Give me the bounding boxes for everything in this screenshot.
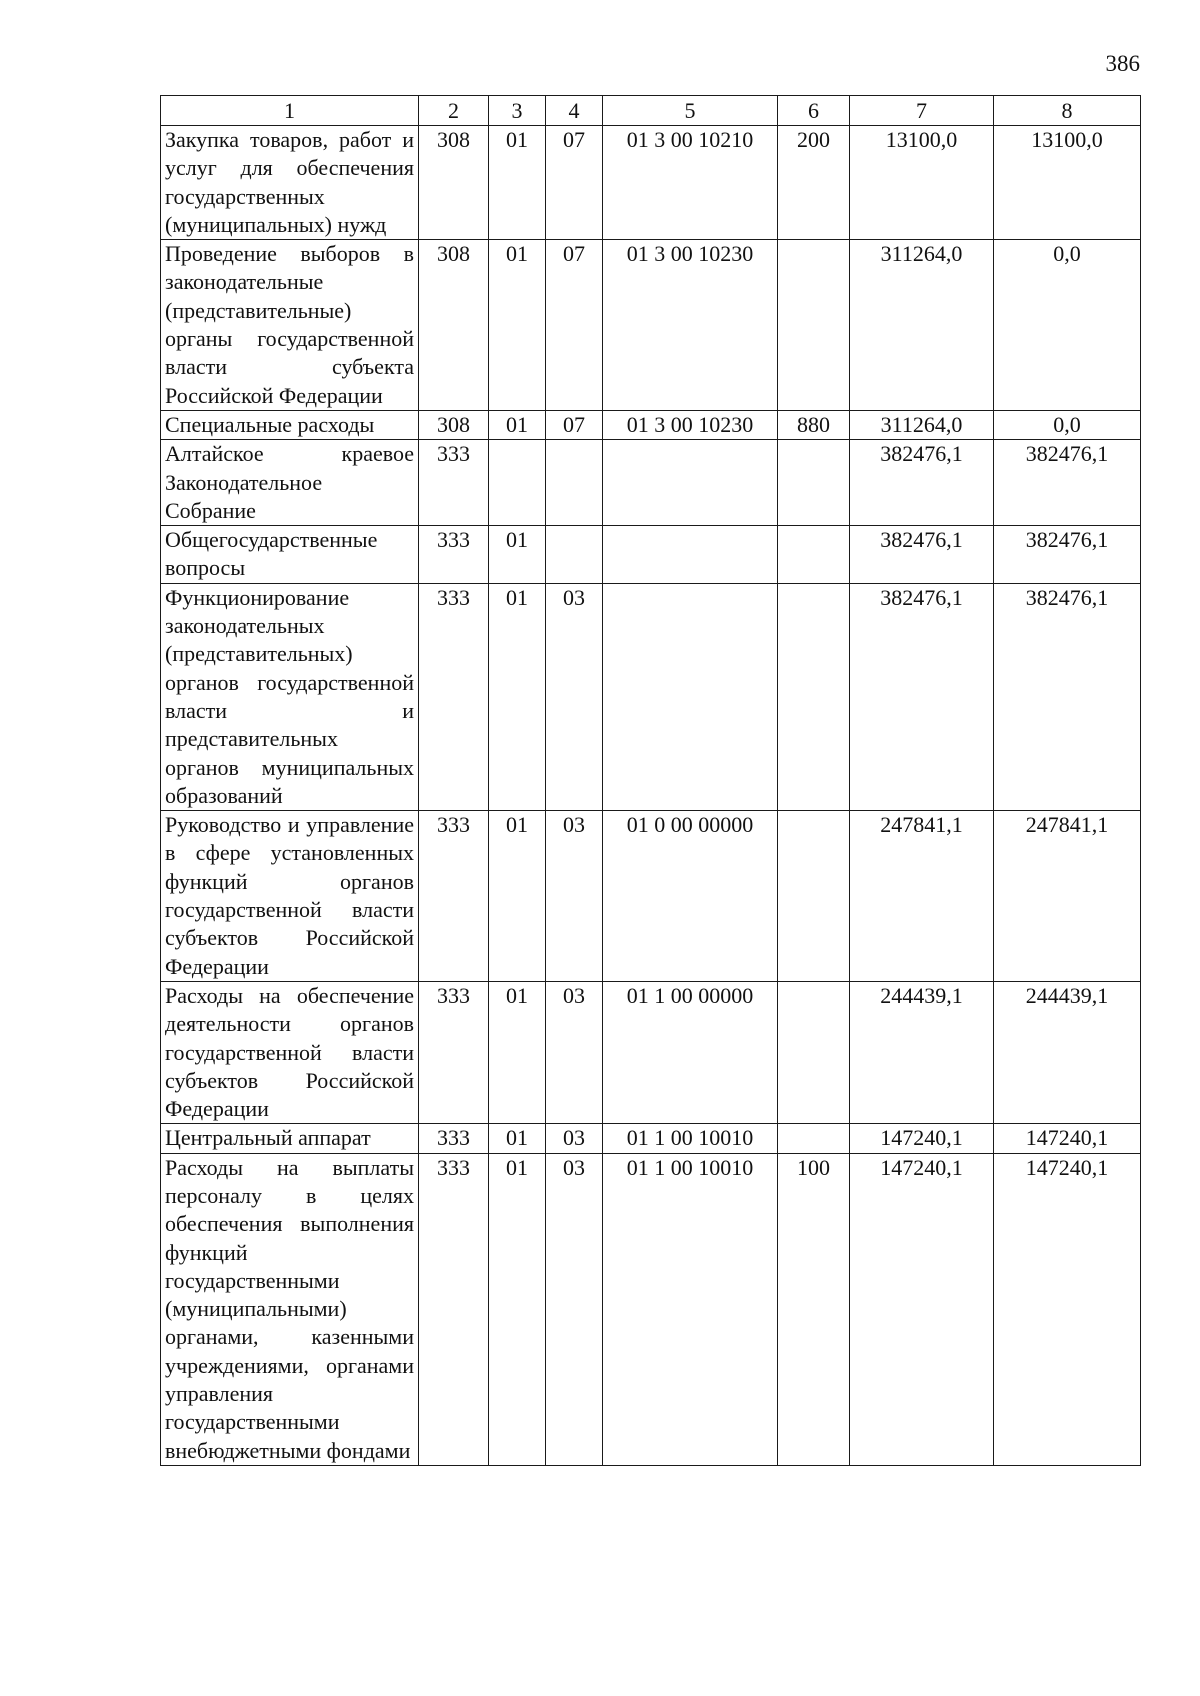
section-code: 01	[489, 583, 546, 810]
target-article-code: 01 1 00 00000	[603, 981, 778, 1123]
amount-year-2: 0,0	[994, 240, 1141, 411]
expense-type-code	[778, 1124, 850, 1153]
amount-year-2: 147240,1	[994, 1153, 1141, 1465]
expense-type-code	[778, 440, 850, 526]
column-number: 8	[994, 96, 1141, 126]
amount-year-2: 244439,1	[994, 981, 1141, 1123]
department-code: 333	[419, 1153, 489, 1465]
amount-year-2: 382476,1	[994, 583, 1141, 810]
section-code: 01	[489, 981, 546, 1123]
expense-item-name: Общегосударственные вопросы	[161, 526, 419, 584]
amount-year-2: 382476,1	[994, 526, 1141, 584]
expense-item-name: Алтайское краевое Законодательное Собрание	[161, 440, 419, 526]
amount-year-1: 247841,1	[850, 811, 994, 982]
expense-type-code: 100	[778, 1153, 850, 1465]
column-number: 2	[419, 96, 489, 126]
amount-year-1: 311264,0	[850, 410, 994, 439]
amount-year-1: 13100,0	[850, 126, 994, 240]
subsection-code: 07	[546, 126, 603, 240]
department-code: 333	[419, 981, 489, 1123]
column-number-row	[161, 96, 1141, 126]
target-article-code: 01 0 00 00000	[603, 811, 778, 982]
department-code: 308	[419, 410, 489, 439]
expense-type-code	[778, 981, 850, 1123]
table-row	[161, 126, 1141, 240]
department-code: 308	[419, 126, 489, 240]
amount-year-1: 147240,1	[850, 1153, 994, 1465]
amount-year-1: 382476,1	[850, 526, 994, 584]
column-number: 4	[546, 96, 603, 126]
expense-item-name: Функционирование законодательных (представительных) органов государственной власти и представительных органов муниципальных образований	[161, 583, 419, 810]
subsection-code: 07	[546, 240, 603, 411]
section-code: 01	[489, 811, 546, 982]
table-row	[161, 526, 1141, 584]
department-code: 333	[419, 440, 489, 526]
amount-year-1: 147240,1	[850, 1124, 994, 1153]
amount-year-2: 247841,1	[994, 811, 1141, 982]
target-article-code: 01 3 00 10230	[603, 240, 778, 411]
column-number: 5	[603, 96, 778, 126]
department-code: 333	[419, 811, 489, 982]
section-code: 01	[489, 1153, 546, 1465]
expense-item-name: Руководство и управление в сфере установленных функций органов государственной власти субъектов Российской Федерации	[161, 811, 419, 982]
amount-year-1: 382476,1	[850, 583, 994, 810]
table-row	[161, 1124, 1141, 1153]
expense-item-name: Проведение выборов в законодательные (представительные) органы государственной власти субъекта Российской Федерации	[161, 240, 419, 411]
section-code: 01	[489, 1124, 546, 1153]
expense-item-name: Центральный аппарат	[161, 1124, 419, 1153]
budget-table	[160, 95, 1141, 1466]
column-number: 1	[161, 96, 419, 126]
subsection-code	[546, 526, 603, 584]
column-number: 7	[850, 96, 994, 126]
department-code: 308	[419, 240, 489, 411]
target-article-code: 01 3 00 10210	[603, 126, 778, 240]
section-code	[489, 440, 546, 526]
expense-type-code: 200	[778, 126, 850, 240]
table-row	[161, 981, 1141, 1123]
table-row	[161, 811, 1141, 982]
target-article-code: 01 3 00 10230	[603, 410, 778, 439]
expense-item-name: Расходы на обеспечение деятельности органов государственной власти субъектов Российской Федерации	[161, 981, 419, 1123]
expense-item-name: Расходы на выплаты персоналу в целях обеспечения выполнения функций государственными (муниципальными) органами, казенными учреждениями, органами управления государственными внебюджетными фондами	[161, 1153, 419, 1465]
section-code: 01	[489, 410, 546, 439]
department-code: 333	[419, 583, 489, 810]
table-row	[161, 410, 1141, 439]
amount-year-2: 0,0	[994, 410, 1141, 439]
target-article-code: 01 1 00 10010	[603, 1124, 778, 1153]
column-number: 6	[778, 96, 850, 126]
target-article-code	[603, 526, 778, 584]
table-row	[161, 1153, 1141, 1465]
table-row	[161, 240, 1141, 411]
expense-type-code	[778, 583, 850, 810]
section-code: 01	[489, 240, 546, 411]
amount-year-1: 382476,1	[850, 440, 994, 526]
expense-item-name: Специальные расходы	[161, 410, 419, 439]
amount-year-2: 13100,0	[994, 126, 1141, 240]
expense-type-code: 880	[778, 410, 850, 439]
budget-table-body	[161, 126, 1141, 1466]
expense-item-name: Закупка товаров, работ и услуг для обеспечения государственных (муниципальных) нужд	[161, 126, 419, 240]
subsection-code: 07	[546, 410, 603, 439]
table-row	[161, 440, 1141, 526]
amount-year-2: 382476,1	[994, 440, 1141, 526]
table-row	[161, 583, 1141, 810]
subsection-code: 03	[546, 1124, 603, 1153]
target-article-code	[603, 583, 778, 810]
department-code: 333	[419, 1124, 489, 1153]
column-number: 3	[489, 96, 546, 126]
amount-year-1: 311264,0	[850, 240, 994, 411]
subsection-code	[546, 440, 603, 526]
subsection-code: 03	[546, 1153, 603, 1465]
target-article-code	[603, 440, 778, 526]
subsection-code: 03	[546, 981, 603, 1123]
section-code: 01	[489, 126, 546, 240]
expense-type-code	[778, 240, 850, 411]
subsection-code: 03	[546, 811, 603, 982]
expense-type-code	[778, 811, 850, 982]
subsection-code: 03	[546, 583, 603, 810]
department-code: 333	[419, 526, 489, 584]
amount-year-2: 147240,1	[994, 1124, 1141, 1153]
expense-type-code	[778, 526, 850, 584]
amount-year-1: 244439,1	[850, 981, 994, 1123]
section-code: 01	[489, 526, 546, 584]
target-article-code: 01 1 00 10010	[603, 1153, 778, 1465]
page-number: 386	[1105, 51, 1140, 76]
